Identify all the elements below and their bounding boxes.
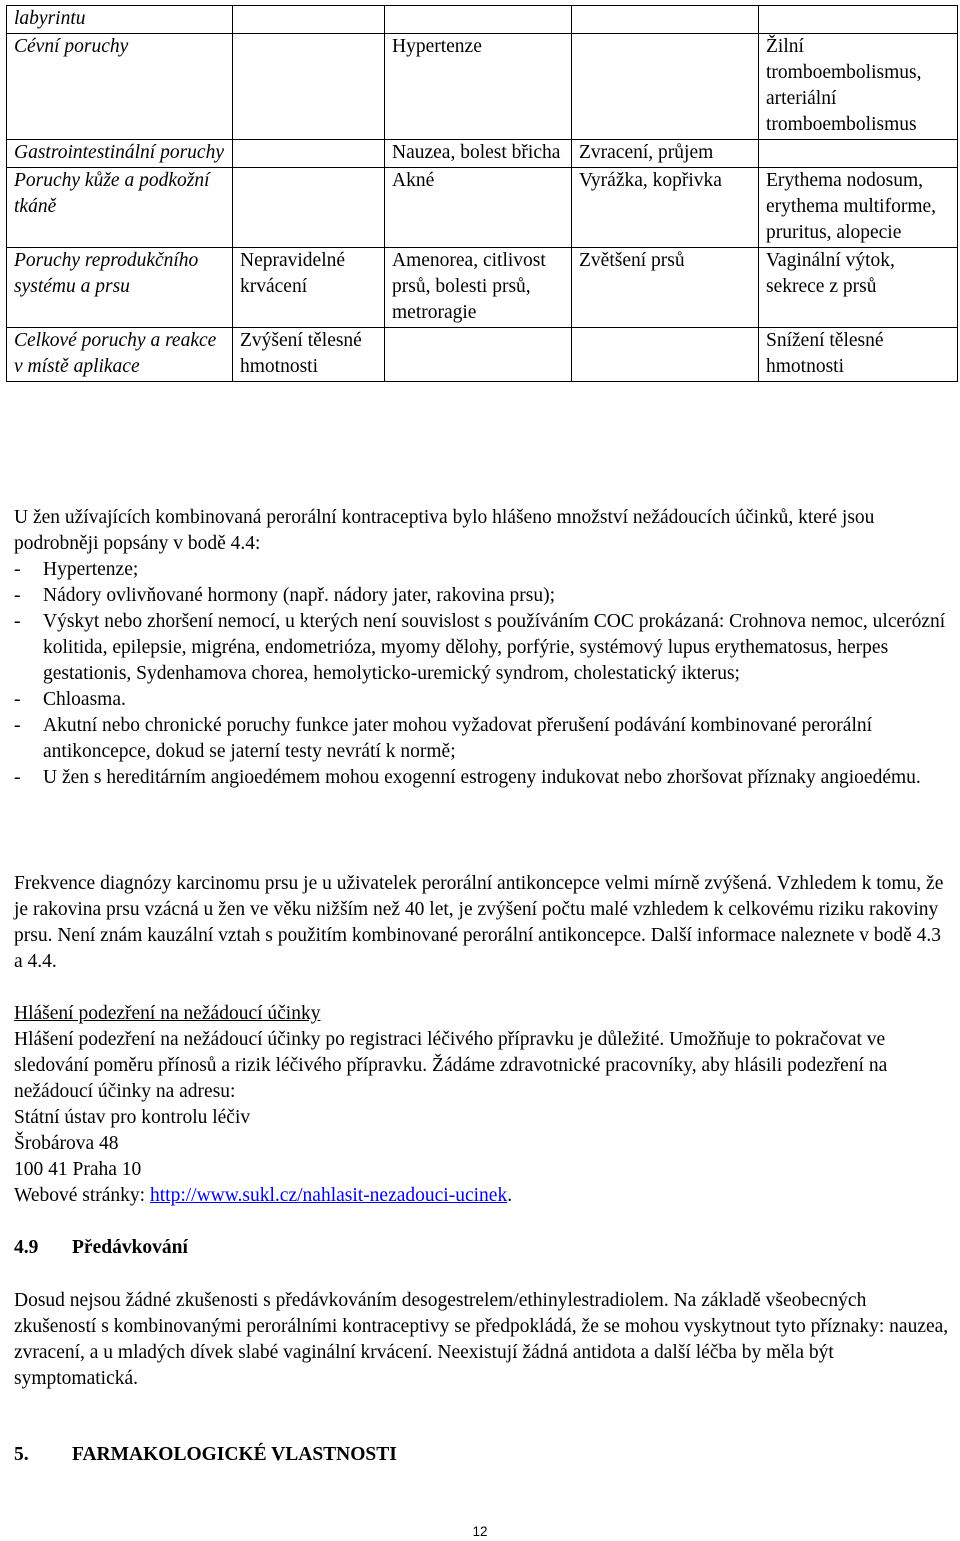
adverse-effects-notes <box>14 505 949 791</box>
page-number: 12 <box>472 1524 488 1539</box>
organ-class-cell: labyrintu <box>7 6 233 34</box>
list-dash: - <box>14 559 21 580</box>
cancer-paragraph: Frekvence diagnózy karcinomu prsu je u uživatelek perorální antikoncepce velmi mírně zvýšená. Vzhledem k tomu, že je rakovina prsu vzácná u žen ve věku nižším než 40 let, je zvýšení počtu malé vzhledem k celkovému riziku rakoviny prsu. Není znám kauzální vztah s použitím kombinované perorální antikoncepce. Další informace naleznete v bodě 4.3 a 4.4. <box>14 873 944 972</box>
frequency-cell: Zvýšení tělesné hmotnosti <box>233 328 385 382</box>
list-dash: - <box>14 611 21 632</box>
section-number: 4.9 <box>14 1237 39 1258</box>
sukl-report-link[interactable]: http://www.sukl.cz/nahlasit-nezadouci-ucinek <box>149 1185 508 1206</box>
frequency-cell <box>233 140 385 168</box>
frequency-cell: Vyrážka, kopřivka <box>572 168 759 248</box>
section-heading-4-9 <box>14 1235 188 1261</box>
list-dash: - <box>14 689 21 710</box>
frequency-cell: Nauzea, bolest břicha <box>385 140 572 168</box>
frequency-cell: Erythema nodosum, erythema multiforme, pruritus, alopecie <box>759 168 958 248</box>
section-heading-5 <box>14 1442 397 1468</box>
section-title: FARMAKOLOGICKÉ VLASTNOSTI <box>72 1444 397 1465</box>
list-dash: - <box>14 715 21 736</box>
organ-class-cell: Celkové poruchy a reakce v místě aplikace <box>7 328 233 382</box>
frequency-cell <box>233 168 385 248</box>
list-item <box>14 713 949 765</box>
frequency-cell <box>233 6 385 34</box>
table-row <box>7 6 958 34</box>
table-row <box>7 248 958 328</box>
reporting-body: Hlášení podezření na nežádoucí účinky po registraci léčivého přípravku je důležité. Umožňuje to pokračovat ve sledování poměru přínosů a rizik léčivého přípravku. Žádáme zdravotnické pracovníky, aby hlásili podezření na nežádoucí účinky na adresu: <box>14 1029 888 1102</box>
frequency-cell <box>572 34 759 140</box>
intro-paragraph: U žen užívajících kombinovaná perorální kontraceptiva bylo hlášeno množství nežádoucích účinků, které jsou podrobněji popsány v bodě 4.4: <box>14 507 875 554</box>
list-item <box>14 583 949 609</box>
address-institution: Státní ústav pro kontrolu léčiv <box>14 1107 251 1128</box>
section-title: Předávkování <box>72 1237 188 1258</box>
list-dash: - <box>14 767 21 788</box>
frequency-cell: Hypertenze <box>385 34 572 140</box>
website-label: Webové stránky: <box>14 1185 150 1206</box>
frequency-cell: Zvětšení prsů <box>572 248 759 328</box>
frequency-cell <box>759 140 958 168</box>
list-item <box>14 687 949 713</box>
list-item <box>14 557 949 583</box>
organ-class-cell: Poruchy reprodukčního systému a prsu <box>7 248 233 328</box>
frequency-cell: Žilní tromboembolismus, arteriální tromboembolismus <box>759 34 958 140</box>
frequency-cell <box>759 6 958 34</box>
dash-list-1 <box>14 557 949 713</box>
list-item-text: Výskyt nebo zhoršení nemocí, u kterých není souvislost s používáním COC prokázaná: Crohnova nemoc, ulcerózní kolitida, epilepsie, migréna, endometrióza, myomy dělohy, porfýrie, systémový lupus erythematosus, herpes gestationis, Sydenhamova chorea, hemolyticko-uremický syndrom, cholestatický ikterus; <box>43 611 946 684</box>
address-city: 100 41 Praha 10 <box>14 1159 142 1180</box>
organ-class-cell: Cévní poruchy <box>7 34 233 140</box>
frequency-cell <box>385 6 572 34</box>
website-end: . <box>507 1185 513 1206</box>
frequency-cell <box>385 328 572 382</box>
list-item-text: Hypertenze; <box>43 559 139 580</box>
organ-class-cell: Poruchy kůže a podkožní tkáně <box>7 168 233 248</box>
overdose-section <box>14 1288 949 1392</box>
list-item <box>14 609 949 687</box>
reporting-heading: Hlášení podezření na nežádoucí účinky <box>14 1003 321 1024</box>
table-row <box>7 140 958 168</box>
table-row <box>7 168 958 248</box>
table-row <box>7 328 958 382</box>
frequency-cell: Vaginální výtok, sekrece z prsů <box>759 248 958 328</box>
list-dash: - <box>14 585 21 606</box>
cancer-note <box>14 871 949 975</box>
frequency-cell: Zvracení, průjem <box>572 140 759 168</box>
adverse-effects-table <box>6 5 958 382</box>
website-line <box>14 1183 949 1209</box>
reporting-section <box>14 1001 949 1209</box>
frequency-cell: Akné <box>385 168 572 248</box>
frequency-cell: Snížení tělesné hmotnosti <box>759 328 958 382</box>
address-street: Šrobárova 48 <box>14 1133 119 1154</box>
frequency-cell: Nepravidelné krvácení <box>233 248 385 328</box>
organ-class-cell: Gastrointestinální poruchy <box>7 140 233 168</box>
frequency-cell <box>233 34 385 140</box>
list-item-text: Nádory ovlivňované hormony (např. nádory jater, rakovina prsu); <box>43 585 556 606</box>
frequency-cell <box>572 6 759 34</box>
list-item-text: U žen s hereditárním angioedémem mohou exogenní estrogeny indukovat nebo zhoršovat příznaky angioedému. <box>43 767 921 788</box>
section-number: 5. <box>14 1444 29 1465</box>
list-item-text: Akutní nebo chronické poruchy funkce jater mohou vyžadovat přerušení podávání kombinované perorální antikoncepce, dokud se jaterní testy nevrátí k normě; <box>43 715 873 762</box>
list-item <box>14 765 949 791</box>
overdose-paragraph: Dosud nejsou žádné zkušenosti s předávkováním desogestrelem/ethinylestradiolem. Na základě všeobecných zkušeností s kombinovanými perorálními kontraceptivy se předpokládá, že se mohou vyskytnout tyto příznaky: nauzea, zvracení, a u mladých dívek slabé vaginální krvácení. Neexistují žádná antidota a další léčba by měla být symptomatická. <box>14 1290 949 1389</box>
frequency-cell: Amenorea, citlivost prsů, bolesti prsů, metroragie <box>385 248 572 328</box>
dash-list-2 <box>14 713 949 791</box>
table-row <box>7 34 958 140</box>
frequency-cell <box>572 328 759 382</box>
list-item-text: Chloasma. <box>43 689 126 710</box>
